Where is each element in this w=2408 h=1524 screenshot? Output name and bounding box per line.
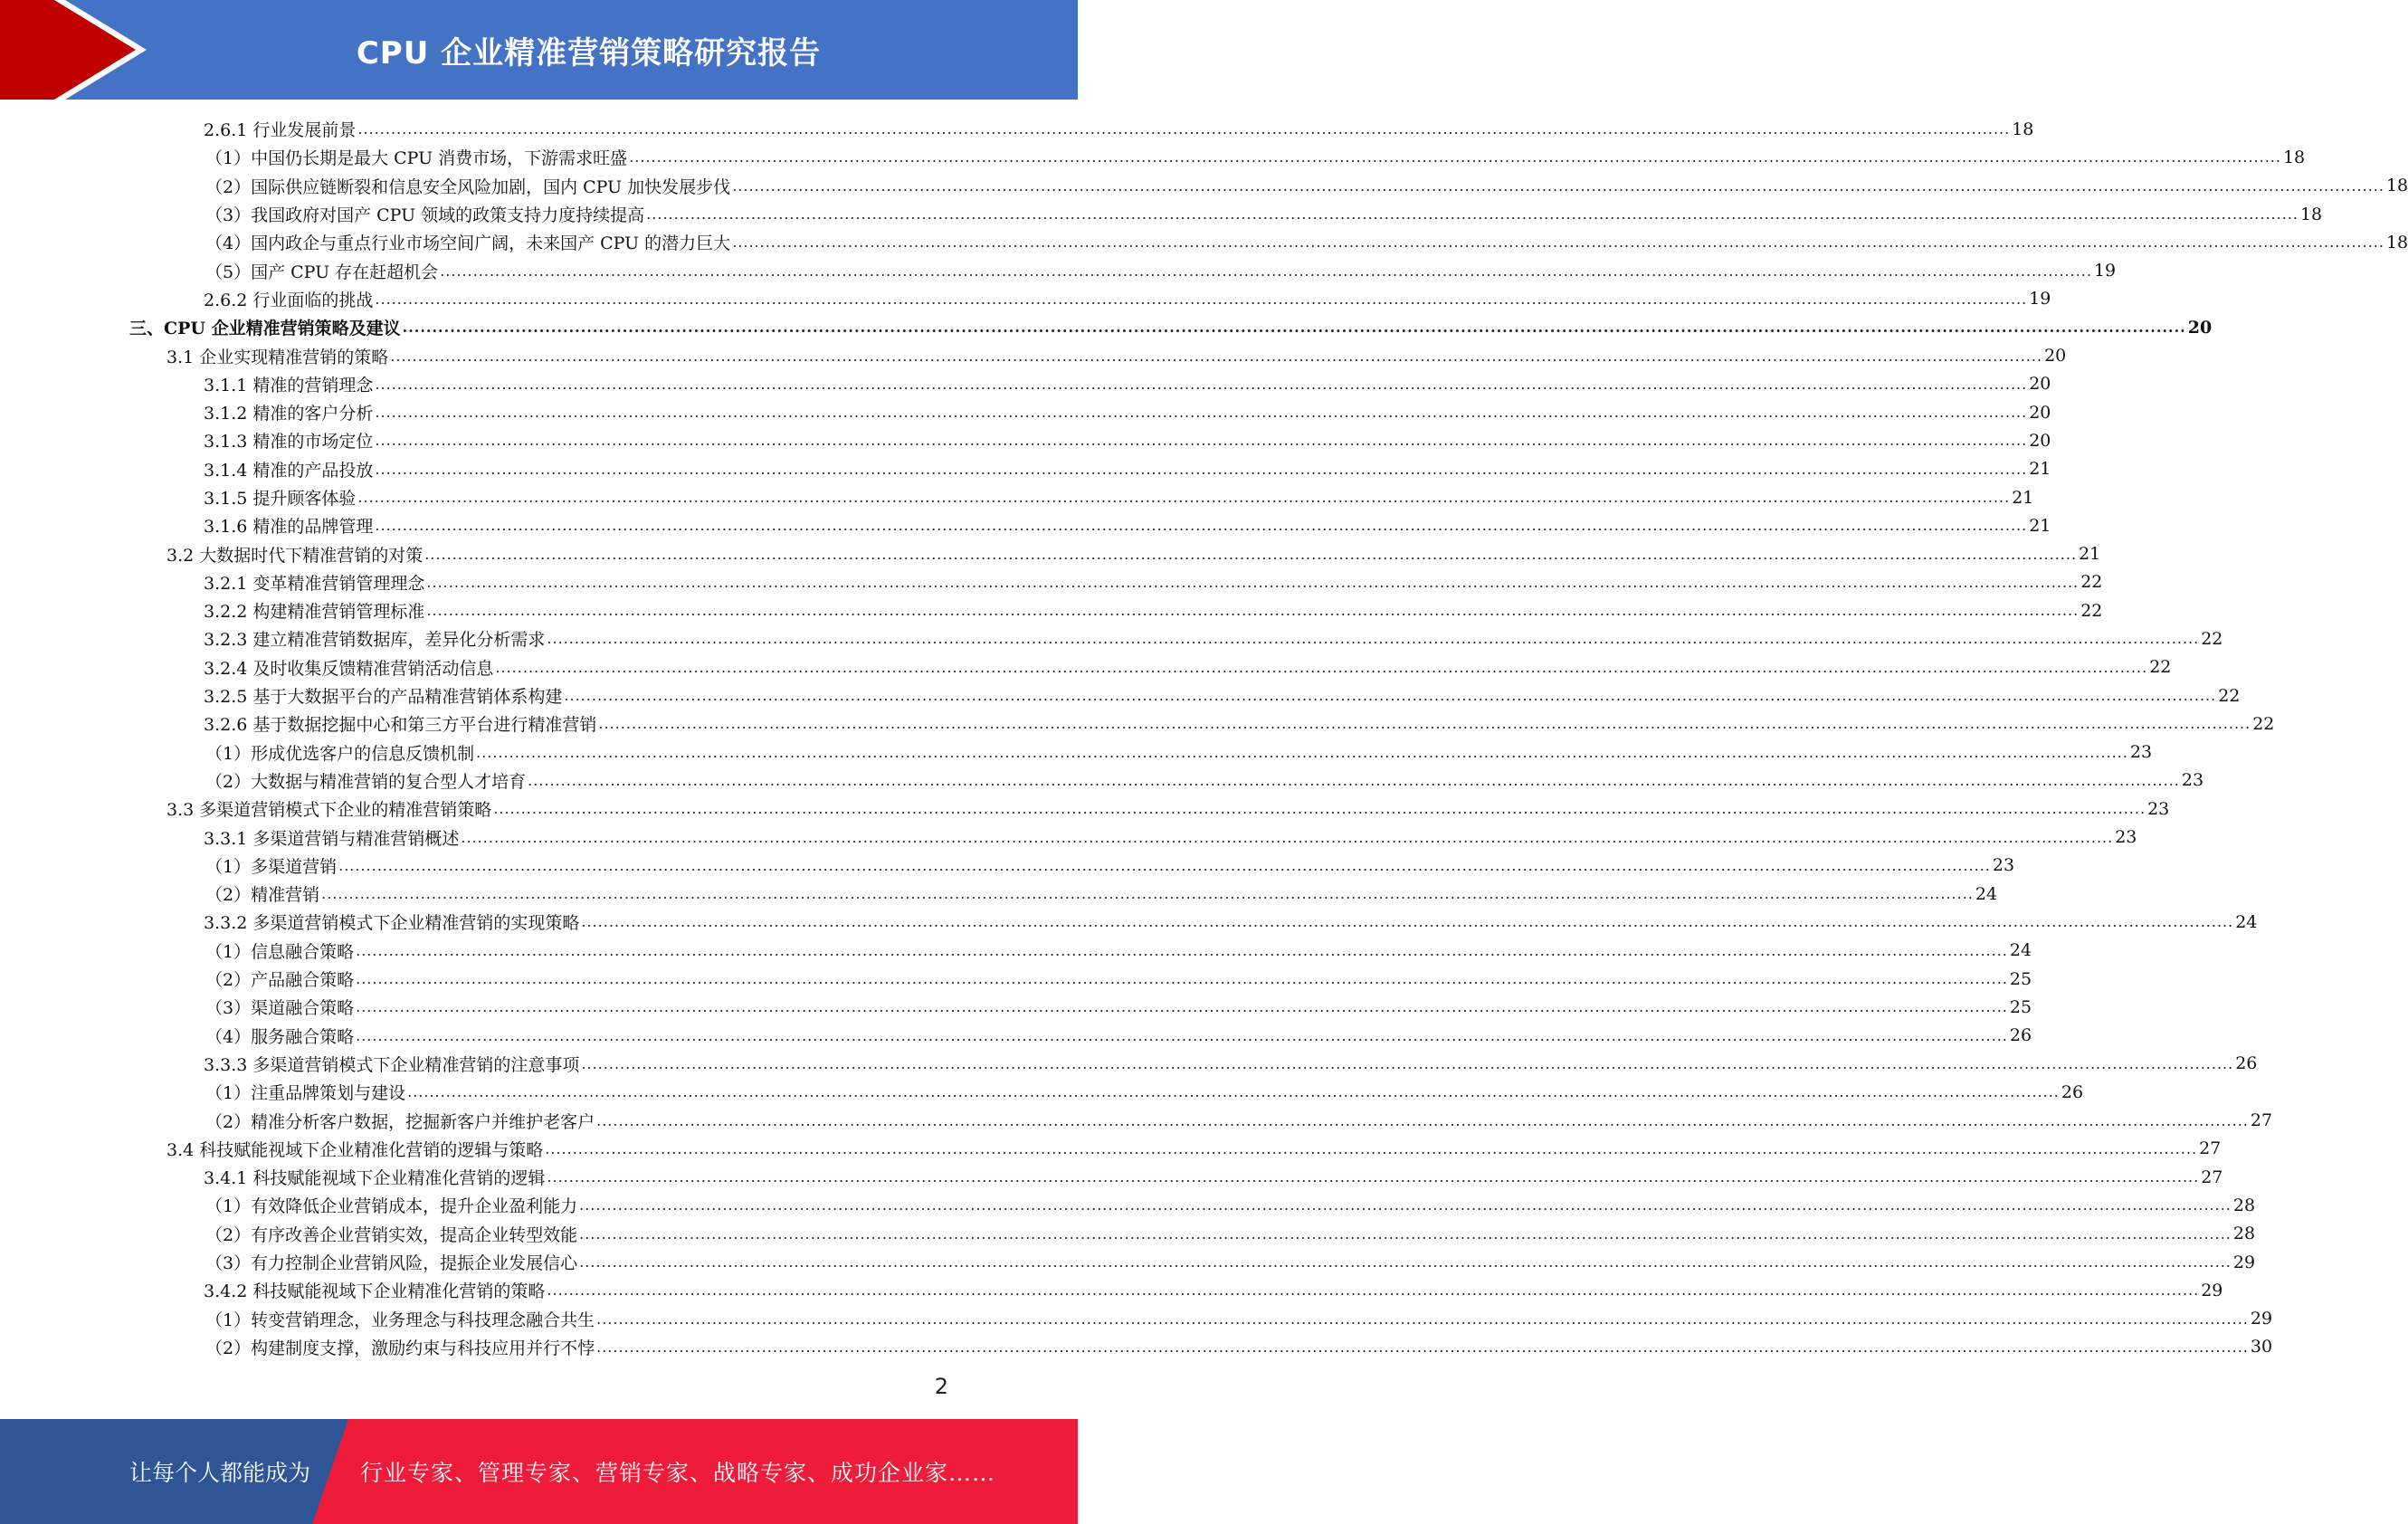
toc-entry[interactable]	[0, 172, 2408, 200]
toc-entry-label	[205, 202, 644, 226]
page-header	[0, 0, 1078, 100]
toc-entry[interactable]	[0, 115, 2034, 143]
toc-entry-label	[205, 768, 526, 793]
toc-entry-page: 27	[2199, 1138, 2222, 1159]
toc-entry-page: 24	[2009, 940, 2032, 961]
toc-leader-dots: ............................................................................................................................................................................................................................................................................................................	[732, 233, 2384, 252]
toc-entry[interactable]	[0, 1078, 2084, 1106]
toc-entry-label	[204, 570, 424, 595]
footer-slogan-right: 行业专家、管理专家、营销专家、战略专家、成功企业家……	[360, 1460, 996, 1486]
toc-leader-dots: ............................................................................................................................................................................................................................................................................................................	[357, 489, 2011, 506]
toc-entry[interactable]	[0, 1333, 2273, 1361]
toc-entry-page: 18	[2012, 119, 2034, 139]
toc-entry-title: 变革精准营销管理理念	[252, 573, 425, 594]
toc-entry-label	[204, 910, 579, 934]
toc-entry-number: 3.1.6	[204, 517, 248, 538]
report-title: CPU 企业精准营销策略研究报告	[356, 34, 822, 71]
toc-entry-page: 24	[1975, 883, 1998, 904]
toc-entry-label	[204, 485, 356, 510]
toc-entry-label	[204, 626, 545, 651]
toc-entry-label	[205, 259, 438, 283]
toc-entry-number: （1）	[205, 148, 252, 169]
toc-entry[interactable]	[0, 795, 2170, 823]
toc-entry-title: 有效降低企业营销成本，提升企业盈利能力	[251, 1196, 578, 1217]
toc-entry-page: 24	[2235, 911, 2258, 932]
toc-entry-number: （1）	[205, 1083, 252, 1104]
toc-entry-number: （4）	[205, 233, 252, 254]
toc-entry-label	[204, 457, 373, 481]
toc-leader-dots: ............................................................................................................................................................................................................................................................................................................	[402, 319, 2186, 337]
toc-entry[interactable]	[0, 341, 2067, 369]
toc-entry-page: 26	[2235, 1053, 2258, 1074]
toc-entry[interactable]	[0, 908, 2258, 936]
toc-entry-title: 建立精准营销数据库，差异化分析需求	[252, 630, 546, 651]
toc-entry-title: 精准的营销理念	[252, 375, 374, 395]
toc-leader-dots: ............................................................................................................................................................................................................................................................................................................	[426, 602, 2080, 620]
toc-entry-title: 企业实现精准营销的策略	[199, 347, 389, 367]
toc-entry-title: 形成优选客户的信息反馈机制	[251, 743, 475, 764]
toc-entry-number: （5）	[205, 262, 252, 282]
toc-leader-dots: ............................................................................................................................................................................................................................................................................................................	[407, 1083, 2060, 1101]
toc-entry[interactable]	[0, 1135, 2222, 1163]
toc-entry[interactable]	[0, 539, 2101, 567]
toc-entry-number: 3.3.1	[204, 828, 248, 849]
toc-entry-number: （3）	[205, 205, 252, 226]
toc-entry-label	[205, 881, 319, 906]
toc-leader-dots: ............................................................................................................................................................................................................................................................................................................	[732, 176, 2384, 195]
toc-leader-dots: ............................................................................................................................................................................................................................................................................................................	[440, 262, 2092, 280]
toc-entry-title: 我国政府对国产 CPU 领域的政策支持力度持续提高	[251, 205, 645, 226]
toc-entry[interactable]	[0, 596, 2103, 624]
toc-entry-label	[205, 1250, 577, 1274]
toc-entry[interactable]	[0, 398, 2051, 426]
toc-entry-title: 构建精准营销管理标准	[252, 602, 425, 623]
toc-entry-label	[167, 1137, 543, 1161]
toc-entry-number: 3.2.5	[204, 687, 248, 708]
toc-entry-label	[204, 683, 562, 708]
toc-entry-title: 服务融合策略	[251, 1026, 355, 1047]
toc-entry-label	[204, 1052, 579, 1076]
toc-entry-label	[205, 740, 474, 765]
toc-entry[interactable]	[0, 624, 2223, 652]
toc-leader-dots: ............................................................................................................................................................................................................................................................................................................	[528, 771, 2180, 789]
toc-entry[interactable]	[0, 993, 2032, 1021]
toc-entry-label	[205, 174, 730, 198]
toc-entry-number: （2）	[205, 885, 252, 906]
toc-entry-number: 3.3.3	[204, 1054, 248, 1075]
toc-entry-label	[205, 1080, 405, 1104]
toc-entry-title: CPU 企业精准营销策略及建议	[164, 319, 401, 339]
toc-entry[interactable]	[0, 1106, 2273, 1134]
toc-leader-dots: ............................................................................................................................................................................................................................................................................................................	[596, 1338, 2249, 1356]
toc-entry[interactable]	[0, 710, 2275, 738]
toc-entry[interactable]	[0, 965, 2032, 993]
toc-entry-number: 3.2	[167, 545, 195, 566]
toc-leader-dots: ............................................................................................................................................................................................................................................................................................................	[596, 1111, 2249, 1129]
toc-entry-label	[129, 315, 401, 339]
toc-entry-title: 渠道融合策略	[251, 998, 355, 1019]
toc-entry[interactable]	[0, 568, 2103, 596]
toc-entry-page: 29	[2250, 1309, 2273, 1329]
toc-entry-page: 25	[2009, 996, 2032, 1017]
toc-entry-title: 有序改善企业营销实效，提高企业转型效能	[251, 1224, 578, 1245]
toc-entry-label	[204, 400, 373, 424]
toc-leader-dots: ............................................................................................................................................................................................................................................................................................................	[321, 885, 1974, 903]
toc-entry-page: 26	[2009, 1025, 2032, 1046]
toc-entry-title: 科技赋能视域下企业精准化营销的逻辑	[252, 1168, 546, 1189]
toc-entry[interactable]	[0, 511, 2051, 539]
toc-entry[interactable]	[0, 937, 2032, 965]
toc-entry-title: 转变营销理念，业务理念与科技理念融合共生	[251, 1310, 595, 1330]
toc-entry[interactable]	[0, 681, 2241, 710]
footer-slogan-left: 让每个人都能成为	[129, 1460, 311, 1486]
toc-entry-page: 27	[2250, 1110, 2273, 1131]
toc-entry-title: 国际供应链断裂和信息安全风险加剧，国内 CPU 加快发展步伐	[251, 176, 731, 197]
toc-entry-number: （2）	[205, 176, 252, 197]
toc-entry-page: 28	[2232, 1195, 2256, 1215]
toc-entry-title: 科技赋能视域下企业精准化营销的策略	[252, 1281, 546, 1302]
toc-leader-dots: ............................................................................................................................................................................................................................................................................................................	[356, 970, 2008, 988]
toc-entry-number: （1）	[205, 941, 252, 962]
toc-entry-title: 国产 CPU 存在赶超机会	[251, 262, 439, 282]
toc-entry-number: （2）	[205, 1224, 252, 1245]
toc-entry-label	[167, 542, 423, 567]
toc-entry-page: 18	[2282, 147, 2306, 167]
toc-leader-dots: ............................................................................................................................................................................................................................................................................................................	[629, 148, 2281, 167]
toc-entry[interactable]	[0, 313, 2213, 341]
toc-entry[interactable]	[0, 852, 2015, 880]
toc-leader-dots: ............................................................................................................................................................................................................................................................................................................	[579, 1224, 2232, 1243]
toc-leader-dots: ............................................................................................................................................................................................................................................................................................................	[545, 1139, 2198, 1157]
toc-entry-label	[167, 796, 491, 821]
toc-entry-page: 23	[1992, 855, 2015, 876]
toc-leader-dots: ............................................................................................................................................................................................................................................................................................................	[375, 290, 2028, 308]
toc-entry-title: 多渠道营销模式下企业的精准营销策略	[199, 800, 492, 821]
toc-entry-page: 22	[2201, 628, 2223, 649]
page-footer	[0, 1419, 1078, 1524]
toc-entry-title: 构建制度支撑，激励约束与科技应用并行不悖	[251, 1338, 595, 1358]
toc-entry[interactable]	[0, 880, 1998, 908]
toc-entry-label	[205, 853, 337, 878]
toc-entry[interactable]	[0, 285, 2051, 313]
toc-entry-title: 大数据时代下精准营销的对策	[199, 545, 424, 566]
toc-entry-title: 国内政企与重点行业市场空间广阔，未来国产 CPU 的潜力巨大	[251, 233, 731, 254]
toc-entry-number: （2）	[205, 970, 252, 991]
toc-entry-label	[205, 967, 354, 991]
toc-entry-label	[204, 428, 373, 452]
toc-entry-title: 基于大数据平台的产品精准营销体系构建	[252, 687, 563, 708]
toc-entry-number: 3.2.4	[204, 658, 248, 679]
toc-entry[interactable]	[0, 1050, 2258, 1078]
toc-entry-page: 29	[2201, 1280, 2223, 1300]
toc-entry-title: 多渠道营销与精准营销概述	[252, 828, 460, 849]
toc-leader-dots: ............................................................................................................................................................................................................................................................................................................	[476, 743, 2128, 761]
toc-entry-label	[205, 938, 354, 963]
toc-entry[interactable]	[0, 483, 2034, 511]
toc-leader-dots: ............................................................................................................................................................................................................................................................................................................	[356, 941, 2008, 959]
toc-entry[interactable]	[0, 823, 2137, 851]
toc-leader-dots: ............................................................................................................................................................................................................................................................................................................	[547, 1168, 2200, 1186]
toc-entry-label	[205, 1307, 595, 1331]
toc-entry[interactable]	[0, 1220, 2256, 1248]
toc-leader-dots: ............................................................................................................................................................................................................................................................................................................	[357, 120, 2011, 138]
toc-entry-title: 多渠道营销模式下企业精准营销的实现策略	[252, 913, 580, 934]
toc-entry[interactable]	[0, 1191, 2256, 1219]
toc-entry-label	[205, 995, 354, 1019]
page-number: 2	[934, 1374, 948, 1399]
toc-leader-dots: ............................................................................................................................................................................................................................................................................................................	[579, 1253, 2232, 1272]
toc-entry-page: 22	[2218, 685, 2241, 706]
toc-entry-page: 21	[2012, 487, 2034, 508]
toc-entry-page: 20	[2029, 374, 2051, 395]
toc-leader-dots: ............................................................................................................................................................................................................................................................................................................	[598, 715, 2251, 733]
table-of-contents	[0, 115, 2408, 1361]
toc-leader-dots: ............................................................................................................................................................................................................................................................................................................	[375, 517, 2028, 535]
toc-entry-label	[205, 145, 627, 169]
toc-entry-page: 18	[2299, 204, 2323, 224]
toc-entry-number: （2）	[205, 1338, 252, 1358]
toc-entry-page: 30	[2250, 1337, 2273, 1357]
toc-entry-page: 20	[2187, 317, 2213, 338]
toc-entry[interactable]	[0, 1248, 2256, 1276]
toc-entry-number: 3.1	[167, 347, 195, 367]
toc-leader-dots: ............................................................................................................................................................................................................................................................................................................	[390, 347, 2043, 365]
toc-entry-label	[204, 711, 596, 736]
toc-entry-page: 18	[2385, 232, 2408, 252]
toc-entry-label	[205, 1222, 577, 1246]
toc-entry-page: 25	[2009, 968, 2032, 989]
toc-leader-dots: ............................................................................................................................................................................................................................................................................................................	[495, 658, 2148, 676]
toc-entry-title: 精准分析客户数据，挖掘新客户并维护老客户	[251, 1111, 595, 1132]
toc-entry-title: 中国仍长期是最大 CPU 消费市场，下游需求旺盛	[251, 148, 628, 169]
toc-entry-label	[204, 287, 373, 311]
toc-entry[interactable]	[0, 370, 2051, 398]
toc-leader-dots: ............................................................................................................................................................................................................................................................................................................	[356, 1026, 2008, 1044]
toc-entry-page: 23	[2147, 798, 2170, 819]
toc-entry-number: 3.2.6	[204, 715, 248, 736]
toc-entry-title: 有力控制企业营销风险，提振企业发展信心	[251, 1253, 578, 1274]
toc-entry[interactable]	[0, 143, 2306, 171]
toc-entry[interactable]	[0, 455, 2051, 483]
toc-entry-title: 注重品牌策划与建设	[251, 1083, 406, 1104]
toc-entry[interactable]	[0, 1163, 2223, 1191]
toc-entry-page: 21	[2029, 459, 2051, 480]
toc-leader-dots: ............................................................................................................................................................................................................................................................................................................	[547, 630, 2200, 648]
toc-entry-title: 行业发展前景	[252, 120, 357, 141]
toc-leader-dots: ............................................................................................................................................................................................................................................................................................................	[338, 856, 1991, 874]
toc-entry-page: 20	[2029, 402, 2051, 423]
toc-entry-label	[204, 598, 424, 623]
toc-entry-number: 3.2.3	[204, 630, 248, 651]
toc-entry-number: （2）	[205, 1111, 252, 1132]
toc-entry-page: 19	[2029, 289, 2051, 310]
toc-leader-dots: ............................................................................................................................................................................................................................................................................................................	[426, 573, 2080, 591]
toc-entry[interactable]	[0, 1304, 2273, 1332]
toc-entry-number: 3.1.3	[204, 432, 248, 452]
toc-entry-label	[167, 344, 388, 368]
toc-entry-title: 大数据与精准营销的复合型人才培育	[251, 771, 527, 792]
toc-entry-title: 精准的产品投放	[252, 460, 374, 481]
toc-entry[interactable]	[0, 738, 2153, 767]
toc-entry-title: 提升顾客体验	[252, 489, 357, 509]
toc-leader-dots: ............................................................................................................................................................................................................................................................................................................	[581, 913, 2234, 931]
toc-entry-page: 22	[2080, 600, 2103, 621]
toc-entry-title: 产品融合策略	[251, 970, 355, 991]
toc-entry[interactable]	[0, 426, 2051, 454]
toc-entry-title: 行业面临的挑战	[252, 290, 374, 310]
toc-entry-number: （1）	[205, 856, 252, 877]
toc-entry-number: 3.2.2	[204, 602, 248, 623]
toc-entry-page: 28	[2232, 1224, 2256, 1244]
toc-entry-page: 27	[2201, 1167, 2223, 1187]
toc-entry-page: 21	[2029, 515, 2051, 536]
toc-entry-title: 精准的市场定位	[252, 432, 374, 452]
toc-leader-dots: ............................................................................................................................................................................................................................................................................................................	[375, 404, 2028, 422]
toc-entry[interactable]	[0, 228, 2408, 256]
toc-leader-dots: ............................................................................................................................................................................................................................................................................................................	[596, 1310, 2249, 1328]
toc-entry-page: 20	[2044, 346, 2067, 367]
toc-leader-dots: ............................................................................................................................................................................................................................................................................................................	[461, 828, 2114, 846]
toc-entry-page: 19	[2093, 261, 2117, 281]
toc-leader-dots: ............................................................................................................................................................................................................................................................................................................	[424, 545, 2078, 563]
toc-entry-number: 3.3	[167, 800, 195, 821]
toc-entry-label	[204, 655, 493, 680]
toc-entry-label	[204, 513, 373, 538]
toc-leader-dots: ............................................................................................................................................................................................................................................................................................................	[375, 432, 2028, 450]
toc-entry-label	[204, 1165, 545, 1189]
toc-entry-number: 3.4	[167, 1139, 195, 1160]
toc-leader-dots: ............................................................................................................................................................................................................................................................................................................	[646, 205, 2299, 224]
toc-entry-page: 23	[2129, 742, 2153, 763]
toc-leader-dots: ............................................................................................................................................................................................................................................................................................................	[579, 1196, 2232, 1214]
toc-entry-number: 3.1.4	[204, 460, 248, 481]
toc-entry-label	[205, 1109, 595, 1133]
toc-entry-label	[204, 117, 356, 141]
toc-leader-dots: ............................................................................................................................................................................................................................................................................................................	[581, 1054, 2234, 1072]
toc-entry-number: 三、	[129, 319, 165, 339]
toc-entry-number: （2）	[205, 771, 252, 792]
toc-entry-page: 20	[2029, 430, 2051, 451]
toc-entry-label	[204, 1278, 545, 1302]
toc-entry-page: 23	[2181, 770, 2204, 791]
toc-entry-number: （3）	[205, 998, 252, 1019]
toc-entry-number: 2.6.1	[204, 120, 248, 141]
toc-entry-number: 3.1.1	[204, 375, 248, 395]
toc-entry-title: 精准的品牌管理	[252, 517, 374, 538]
toc-entry-page: 22	[2252, 713, 2275, 734]
toc-entry-page: 23	[2115, 827, 2137, 848]
toc-entry-number: 3.4.1	[204, 1168, 248, 1189]
toc-entry-title: 及时收集反馈精准营销活动信息	[252, 658, 494, 679]
toc-entry-number: （3）	[205, 1253, 252, 1274]
toc-entry-page: 29	[2232, 1252, 2256, 1272]
toc-entry-label	[205, 1193, 577, 1217]
toc-entry[interactable]	[0, 1022, 2032, 1050]
toc-entry-label	[205, 1335, 595, 1359]
toc-entry-number: 3.1.2	[204, 404, 248, 424]
toc-entry-page: 21	[2079, 544, 2101, 565]
toc-entry-number: 3.2.1	[204, 573, 248, 594]
toc-entry-label	[204, 825, 459, 850]
toc-entry[interactable]	[0, 767, 2204, 795]
toc-entry-label	[204, 372, 373, 396]
toc-entry-page: 26	[2061, 1081, 2084, 1102]
toc-leader-dots: ............................................................................................................................................................................................................................................................................................................	[564, 687, 2217, 705]
toc-entry-label	[205, 230, 730, 254]
toc-entry-number: （1）	[205, 743, 252, 764]
toc-entry-number: 2.6.2	[204, 290, 248, 310]
toc-entry[interactable]	[0, 1276, 2223, 1304]
toc-entry-number: 3.3.2	[204, 913, 248, 934]
toc-entry-title: 多渠道营销	[251, 856, 338, 877]
toc-entry-title: 科技赋能视域下企业精准化营销的逻辑与策略	[199, 1139, 544, 1160]
toc-leader-dots: ............................................................................................................................................................................................................................................................................................................	[356, 998, 2008, 1016]
toc-entry-number: （1）	[205, 1196, 252, 1217]
toc-entry-page: 22	[2149, 657, 2172, 678]
toc-entry-title: 精准的客户分析	[252, 404, 374, 424]
toc-entry-title: 信息融合策略	[251, 941, 355, 962]
toc-entry-number: 3.1.5	[204, 489, 248, 509]
toc-leader-dots: ............................................................................................................................................................................................................................................................................................................	[375, 460, 2028, 478]
toc-entry[interactable]	[0, 653, 2172, 681]
toc-entry-title: 基于数据挖掘中心和第三方平台进行精准营销	[252, 715, 597, 736]
toc-leader-dots: ............................................................................................................................................................................................................................................................................................................	[493, 800, 2146, 818]
toc-entry-page: 22	[2080, 572, 2103, 593]
toc-entry-title: 多渠道营销模式下企业精准营销的注意事项	[252, 1054, 580, 1075]
toc-entry-number: （1）	[205, 1310, 252, 1330]
toc-entry-label	[205, 1024, 354, 1048]
toc-leader-dots: ............................................................................................................................................................................................................................................................................................................	[547, 1281, 2200, 1300]
toc-entry[interactable]	[0, 256, 2117, 284]
toc-entry-number: 3.4.2	[204, 1281, 248, 1302]
toc-entry[interactable]	[0, 200, 2323, 228]
toc-entry-page: 18	[2385, 176, 2408, 196]
toc-entry-number: （4）	[205, 1026, 252, 1047]
toc-entry-title: 精准营销	[251, 885, 320, 906]
toc-leader-dots: ............................................................................................................................................................................................................................................................................................................	[375, 375, 2028, 393]
